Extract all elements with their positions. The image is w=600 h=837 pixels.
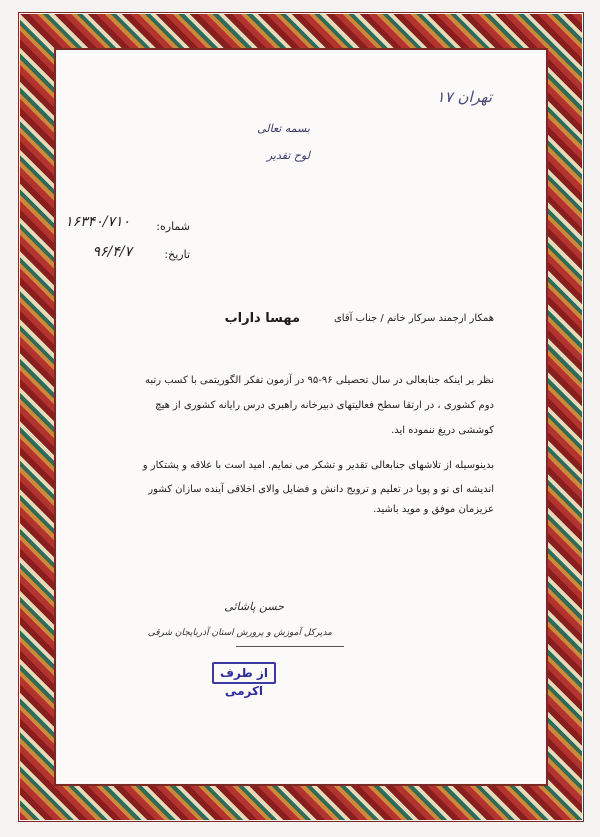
- delegate-stamp: از طرف اکرمی: [212, 662, 276, 684]
- recipient-salutation: همکار ارجمند سرکار خانم / جناب آقای: [333, 313, 494, 324]
- recipient-name: مهسا داراب: [224, 311, 300, 326]
- signature-underline: [236, 646, 344, 647]
- body-p2-line1: بدینوسیله از تلاشهای جنابعالی تقدیر و تشکر می نمایم. امید است با علاقه و پشتکار و: [142, 460, 494, 471]
- invocation-text: بسمه تعالی: [257, 122, 310, 135]
- tehran-handwritten-note: تهران ۱۷: [436, 88, 492, 106]
- body-p1-line2: دوم کشوری ، در ارتقا سطح فعالیتهای دبیرخانه راهبری درس رایانه کشوری از هیچ: [155, 400, 494, 411]
- number-value: ۱۶۳۴۰/۷۱۰: [65, 214, 130, 230]
- body-p1-line1: نظر بر اینکه جنابعالی در سال تحصیلی ۹۶-۹۵ در آزمون تفکر الگوریتمی با کسب رتبه: [145, 375, 494, 386]
- signatory-title: مدیرکل آموزش و پرورش استان آذربایجان شرقی: [147, 628, 332, 638]
- body-p2-line2: اندیشه ای نو و پویا در تعلیم و ترویج دانش و فضایل والای اخلاقی آینده سازان کشور: [148, 484, 494, 495]
- signatory-name: حسن پاشائی: [224, 600, 284, 613]
- date-value: ۹۶/۴/۷: [92, 244, 132, 260]
- certificate-title: لوح تقدیر: [266, 149, 310, 162]
- body-p1-line3: کوششی دریغ ننموده اید.: [391, 425, 494, 436]
- number-label: شماره:: [156, 220, 190, 233]
- date-label: تاریخ:: [164, 248, 190, 261]
- body-p2-line3: عزیزمان موفق و موید باشید.: [373, 504, 494, 515]
